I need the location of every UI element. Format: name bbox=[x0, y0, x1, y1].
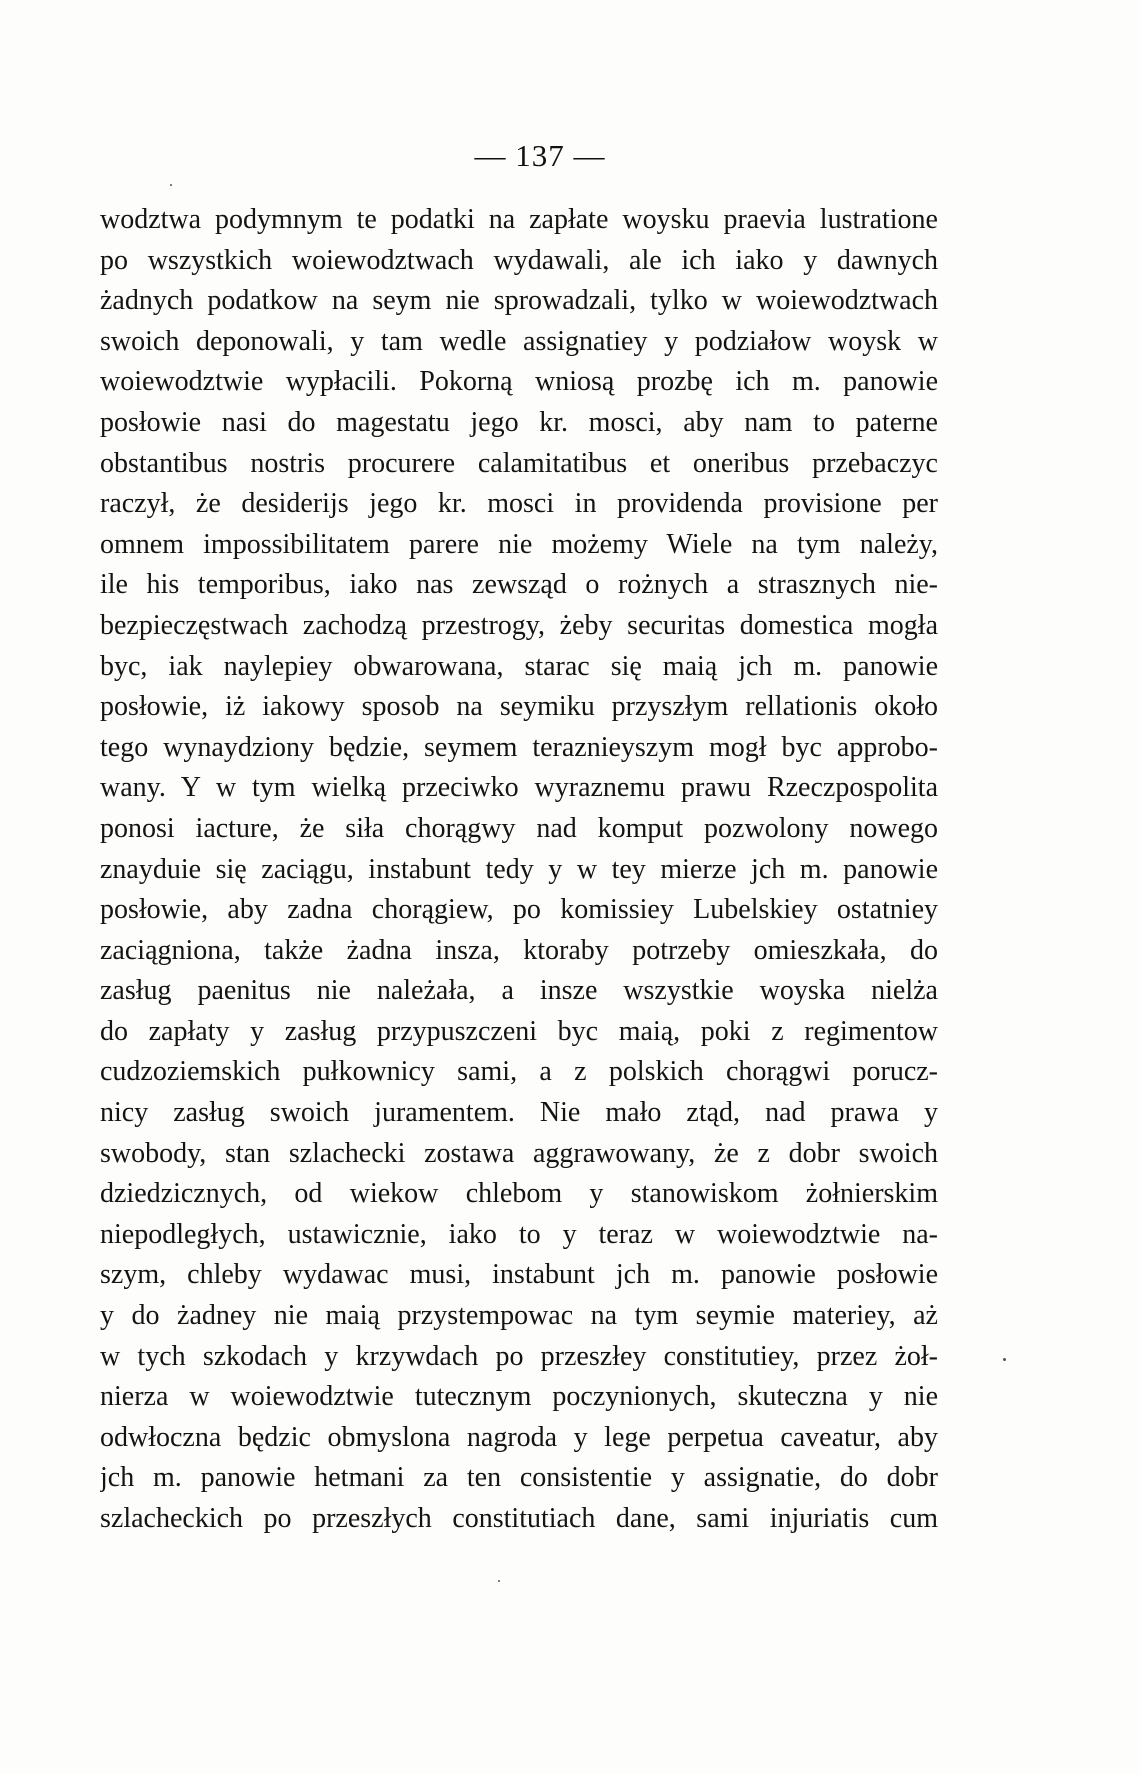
text-line: ile his temporibus, iako nas zewsząd o rożnych a strasznych nie- bbox=[100, 569, 938, 601]
text-line: zaciągniona, także żadna insza, ktoraby potrzeby omieszkała, do bbox=[100, 934, 938, 966]
text-line: posłowie, aby zadna chorągiew, po komissiey Lubelskiey ostatniey bbox=[100, 894, 938, 926]
text-line: nierza w woiewodztwie tutecznym poczynionych, skuteczna y nie bbox=[100, 1381, 938, 1413]
body-text bbox=[100, 200, 938, 1540]
text-line: szlacheckich po przeszłych constitutiach dane, sami injuriatis cum bbox=[100, 1503, 938, 1534]
text-line: ponosi iacture, że siła chorągwy nad komput pozwolony nowego bbox=[100, 812, 938, 844]
text-line: szym, chleby wydawac musi, instabunt jch m. panowie posłowie bbox=[100, 1259, 938, 1291]
text-line: y do żadney nie maią przystempowac na tym seymie materiey, aż bbox=[100, 1300, 938, 1332]
text-line: jch m. panowie hetmani za ten consistentie y assignatie, do dobr bbox=[100, 1462, 938, 1494]
text-line: cudzoziemskich pułkownicy sami, a z polskich chorągwi porucz- bbox=[100, 1056, 938, 1088]
text-line: wany. Y w tym wielką przeciwko wyraznemu prawu Rzeczpospolita bbox=[100, 772, 938, 804]
text-line: byc, iak naylepiey obwarowana, starac się maią jch m. panowie bbox=[100, 650, 938, 682]
text-line: bezpieczęstwach zachodzą przestrogy, żeby securitas domestica mogła bbox=[100, 609, 938, 641]
text-line: zasług paenitus nie należała, a insze wszystkie woyska nielża bbox=[100, 975, 938, 1007]
text-line: obstantibus nostris procurere calamitatibus et oneribus przebaczyc bbox=[100, 447, 938, 479]
text-line: woiewodztwie wypłacili. Pokorną wniosą prozbę ich m. panowie bbox=[100, 366, 938, 398]
text-line: do zapłaty y zasług przypuszczeni byc maią, poki z regimentow bbox=[100, 1015, 938, 1047]
text-line: niepodległych, ustawicznie, iako to y teraz w woiewodztwie na- bbox=[100, 1218, 938, 1250]
text-line: tego wynaydziony będzie, seymem teraznieyszym mogł byc approbo- bbox=[100, 731, 938, 763]
text-line: znayduie się zaciągu, instabunt tedy y w tey mierze jch m. panowie bbox=[100, 853, 938, 885]
text-line: odwłoczna będzic obmyslona nagroda y lege perpetua caveatur, aby bbox=[100, 1421, 938, 1453]
text-line: dziedzicznych, od wiekow chlebom y stanowiskom żołnierskim bbox=[100, 1178, 938, 1210]
text-line: żadnych podatkow na seym nie sprowadzali, tylko w woiewodztwach bbox=[100, 285, 938, 317]
text-line: swobody, stan szlachecki zostawa aggrawowany, że z dobr swoich bbox=[100, 1137, 938, 1169]
paper-speck bbox=[1003, 1358, 1006, 1361]
text-line: posłowie nasi do magestatu jego kr. mosci, aby nam to paterne bbox=[100, 406, 938, 438]
page-number: — 137 — bbox=[474, 138, 606, 173]
text-line: w tych szkodach y krzywdach po przeszłey constitutiey, przez żoł- bbox=[100, 1340, 938, 1372]
paper-speck bbox=[170, 184, 172, 186]
text-line: omnem impossibilitatem parere nie możemy Wiele na tym należy, bbox=[100, 528, 938, 560]
text-line: nicy zasług swoich juramentem. Nie mało ztąd, nad prawa y bbox=[100, 1097, 938, 1129]
text-line: swoich deponowali, y tam wedle assignatiey y podziałow woysk w bbox=[100, 325, 938, 357]
text-line: posłowie, iż iakowy sposob na seymiku przyszłym rellationis około bbox=[100, 691, 938, 723]
text-line: wodztwa podymnym te podatki na zapłate woysku praevia lustratione bbox=[100, 204, 938, 235]
text-line: raczył, że desiderijs jego kr. mosci in providenda provisione per bbox=[100, 488, 938, 520]
paper-speck bbox=[498, 1580, 500, 1582]
text-line: po wszystkich woiewodztwach wydawali, ale ich iako y dawnych bbox=[100, 244, 938, 276]
